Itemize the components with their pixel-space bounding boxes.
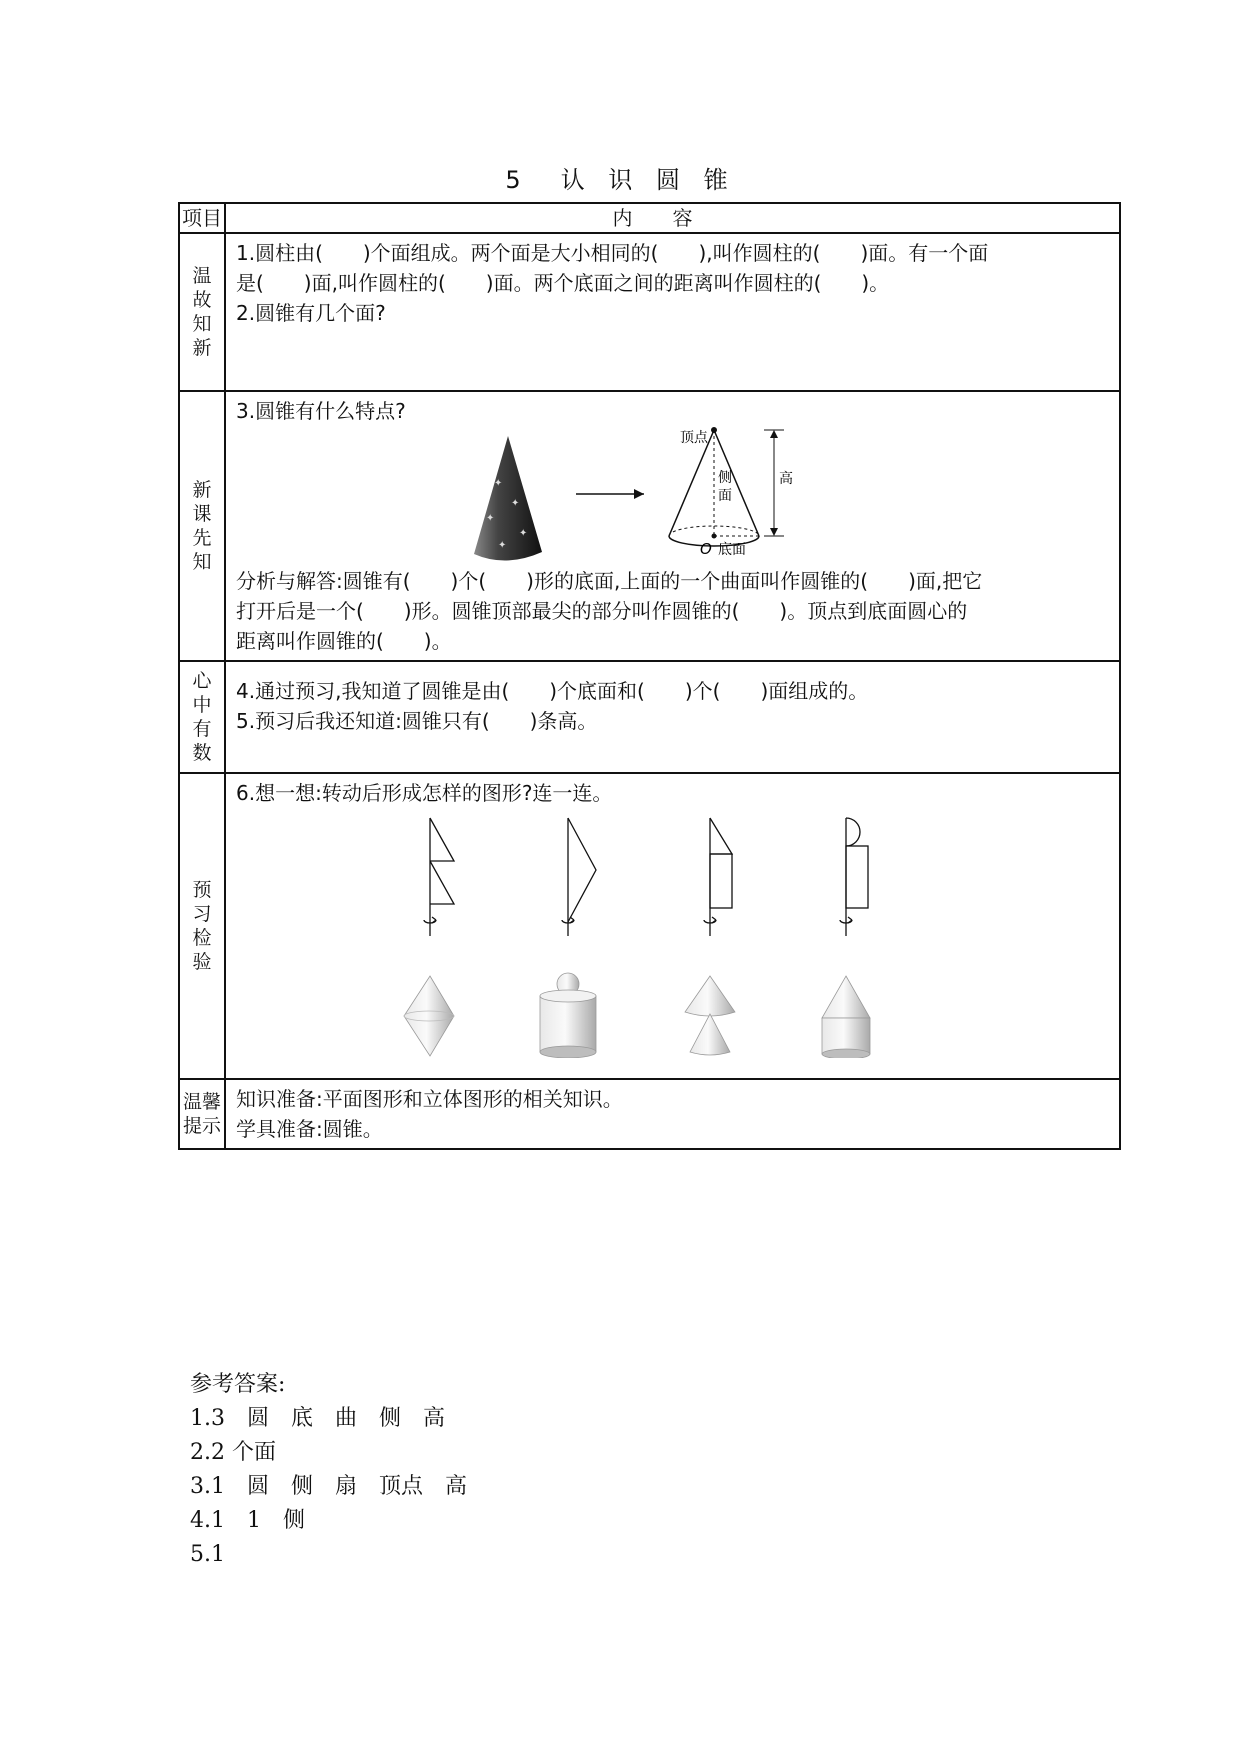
text-line: 4.通过预习,我知道了圆锥是由( )个底面和( )个( )面组成的。 [236, 679, 869, 703]
plane-figure-triangle-rectangle [704, 818, 732, 936]
rotation-matching-illustration [236, 808, 1109, 1058]
solid-cylinder-sphere [540, 973, 596, 1058]
row-content [225, 1079, 1120, 1149]
cone-figure [236, 426, 1109, 566]
text-line: 打开后是一个( )形。圆锥顶部最尖的部分叫作圆锥的( )。顶点到底面圆心的 [236, 599, 968, 623]
arrow-icon [576, 489, 644, 499]
base-label: 底面 [718, 542, 746, 558]
text-line: 5.预习后我还知道:圆锥只有( )条高。 [236, 709, 598, 733]
answer-item: 3.1 圆 侧 扇 顶点 高 [190, 1474, 467, 1499]
preview-table [178, 202, 1121, 1150]
row-content [225, 661, 1120, 773]
row-label: 新课先知 [179, 391, 225, 661]
question-text: 6.想一想:转动后形成怎样的图形?连一连。 [236, 781, 613, 805]
text-line: 是( )面,叫作圆柱的( )面。两个底面之间的距离叫作圆柱的( )。 [236, 271, 890, 295]
svg-text:✦: ✦ [519, 528, 528, 539]
table-row [179, 391, 1120, 661]
apex-label: 顶点 [680, 430, 708, 446]
text-line: 1.圆柱由( )个面组成。两个面是大小相同的( ),叫作圆柱的( )面。有一个面 [236, 241, 989, 265]
row-label: 温故知新 [179, 233, 225, 391]
row-content [225, 391, 1120, 661]
svg-text:✦: ✦ [511, 498, 520, 509]
answer-item: 5.1 [190, 1542, 225, 1567]
answer-item: 2.2 个面 [190, 1440, 276, 1465]
svg-text:✦: ✦ [494, 478, 503, 489]
solid-cone-cylinder [822, 976, 870, 1058]
plane-figure-two-triangles [424, 818, 454, 936]
answer-key [190, 1368, 467, 1572]
header-item: 项目 [179, 203, 225, 233]
question-text: 3.圆锥有什么特点? [236, 399, 406, 423]
height-label: 高 [779, 471, 793, 487]
header-content: 内容 [225, 203, 1120, 233]
center-label: O [700, 540, 712, 558]
text-line: 知识准备:平面图形和立体图形的相关知识。 [236, 1087, 623, 1111]
table-row [179, 773, 1120, 1079]
table-header-row [179, 203, 1120, 233]
plane-figure-semicircle-rectangle [840, 818, 868, 936]
shapes-figure [236, 808, 1109, 1048]
answer-item: 1.3 圆 底 曲 侧 高 [190, 1406, 445, 1431]
table-row [179, 1079, 1120, 1149]
answer-item: 4.1 1 侧 [190, 1508, 305, 1533]
solid-double-cone [404, 976, 454, 1056]
party-hat-image [474, 436, 542, 561]
row-label: 预习检验 [179, 773, 225, 1079]
table-row [179, 661, 1120, 773]
side-label-1: 侧 [718, 470, 732, 486]
cone-illustration [236, 426, 1109, 566]
side-label-2: 面 [718, 488, 732, 504]
plane-figure-triangle [562, 818, 596, 936]
row-content [225, 773, 1120, 1079]
solid-two-cones [685, 976, 735, 1055]
row-content [225, 233, 1120, 391]
row-label: 温馨提示 [179, 1079, 225, 1149]
text-line: 距离叫作圆锥的( )。 [236, 629, 452, 653]
page-title: 5 认 识 圆 锥 [505, 166, 736, 194]
text-line: 分析与解答:圆锥有( )个( )形的底面,上面的一个曲面叫作圆锥的( )面,把它 [236, 569, 983, 593]
table-row [179, 233, 1120, 391]
text-line: 2.圆锥有几个面? [236, 301, 386, 325]
svg-text:✦: ✦ [486, 513, 495, 524]
answer-heading: 参考答案: [190, 1372, 286, 1397]
text-line: 学具准备:圆锥。 [236, 1117, 383, 1141]
svg-text:✦: ✦ [498, 540, 507, 551]
row-label: 心中有数 [179, 661, 225, 773]
